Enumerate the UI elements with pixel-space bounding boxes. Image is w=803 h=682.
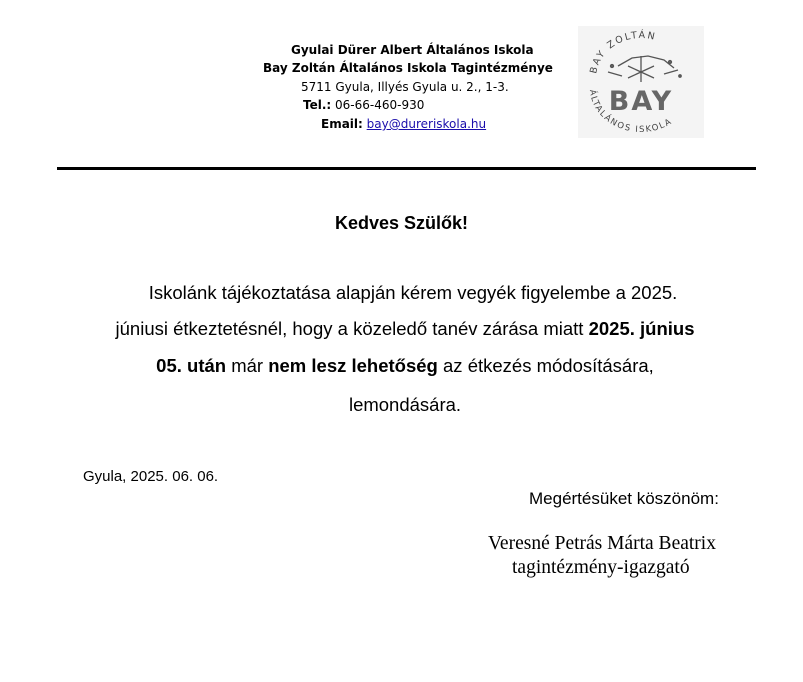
deadline-day: 05. után [156, 355, 227, 376]
email-line [321, 115, 486, 133]
phone-label: Tel.: [303, 98, 332, 112]
body-line-4: lemondására. [348, 394, 462, 415]
school-logo [578, 26, 704, 138]
school-logo-graphic [578, 26, 704, 138]
body-text-2a: júniusi étkeztetésnél, hogy a közeledő tanév zárása miatt [115, 318, 589, 339]
logo-bottom-text: ÁLTALÁNOS ISKOLA [586, 88, 675, 136]
deadline-text: 2025. június [588, 318, 695, 339]
letter-date: Gyula, 2025. 06. 06. [83, 468, 219, 485]
logo-center-text: BAY [608, 86, 674, 117]
email-link[interactable]: bay@dureriskola.hu [366, 117, 487, 131]
logo-top-text: BAY ZOLTÁN [588, 29, 658, 75]
greeting: Kedves Szülők! [334, 213, 469, 233]
branch-name: Bay Zoltán Általános Iskola Tagintézménye [263, 61, 553, 75]
email-label: Email: [321, 117, 363, 131]
body-text-3b: már [226, 355, 269, 376]
body-line-2 [40, 318, 770, 340]
no-possibility-text: nem lesz lehetőség [268, 355, 438, 376]
signer-title: tagintézmény-igazgató [512, 557, 690, 578]
body-line-1: Iskolánk tájékoztatása alapján kérem vegyék figyelembe a 2025. [148, 282, 678, 303]
closing-text: Megértésüket köszönöm: [529, 489, 719, 508]
school-address: 5711 Gyula, Illyés Gyula u. 2., 1-3. [301, 80, 509, 94]
header-divider [57, 167, 756, 170]
school-name: Gyulai Dürer Albert Általános Iskola [291, 43, 534, 57]
phone-number: 06-66-460-930 [335, 98, 425, 112]
body-text-3c: az étkezés módosítására, [437, 355, 654, 376]
signer-name: Veresné Petrás Márta Beatrix [488, 533, 716, 554]
phone-line [303, 96, 424, 114]
body-line-3 [40, 355, 770, 377]
